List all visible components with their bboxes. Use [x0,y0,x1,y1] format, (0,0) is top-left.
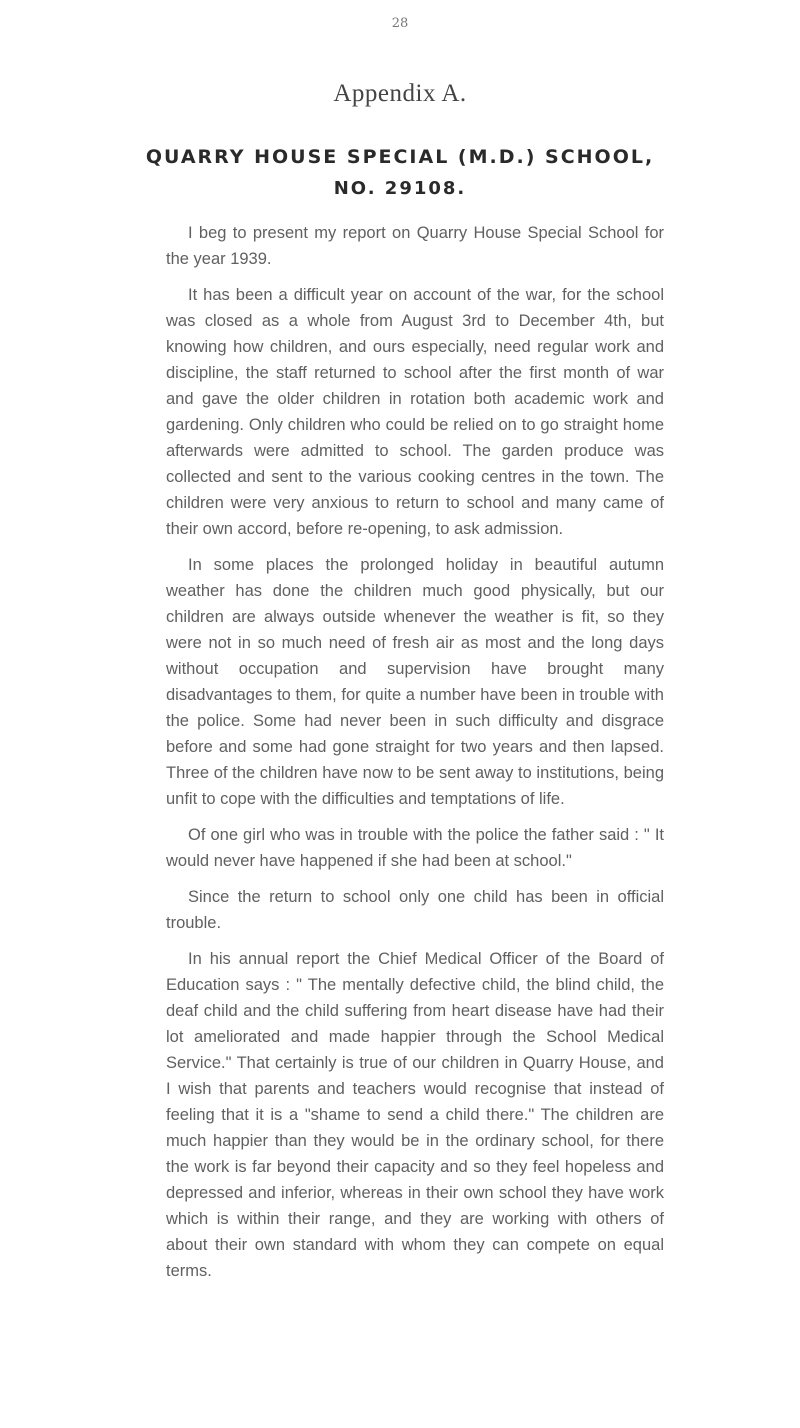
paragraph-medical-officer: In his annual report the Chief Medical Officer of the Board of Education says : " The mentally defective child, the blind child, the deaf child and the child suffering from heart disease have had their lot ameliorated and made happier through the School Medical Service." That certainly is true of our children in Quarry House, and I wish that parents and teachers would recognise that instead of feeling that it is a "shame to send a child there." The children are much happier than they would be in the ordinary school, for there the work is far beyond their capacity and so they feel hopeless and depressed and inferior, whereas in their own school they have work which is within their range, and they are working with others of about their own standard with whom they can compete on equal terms. [166,950,664,1280]
page-number: 28 [391,16,409,31]
school-number-heading: NO. 29108. [333,178,467,199]
report-body [166,220,664,1294]
paragraph-holiday-effects: In some places the prolonged holiday in beautiful autumn weather has done the children much good physically, but our children are always outside whenever the weather is fit, so they were not in so much need of fresh air as most and the long days without occupation and supervision have brought many disadvantages to them, for quite a number have been in trouble with the police. Some had never been in such difficulty and disgrace before and some had gone straight for two years and then lapsed. Three of the children have now to be sent away to institutions, being unfit to cope with the difficulties and temptations of life. [166,556,664,808]
paragraph-intro: I beg to present my report on Quarry House Special School for the year 1939. [166,224,664,268]
paragraph-since-return: Since the return to school only one child has been in official trouble. [166,888,664,932]
appendix-title: Appendix A. [333,80,467,107]
school-name-heading: QUARRY HOUSE SPECIAL (M.D.) SCHOOL, [145,146,655,168]
paragraph-father-quote: Of one girl who was in trouble with the police the father said : " It would never have happened if she had been at school." [166,826,664,870]
paragraph-war-closure: It has been a difficult year on account of the war, for the school was closed as a whole from August 3rd to December 4th, but knowing how children, and ours especially, need regular work and discipline, the staff returned to school after the first month of war and gave the older children in rotation both academic work and gardening. Only children who could be relied on to go straight home afterwards were admitted to school. The garden produce was collected and sent to the various cooking centres in the town. The children were very anxious to return to school and many came of their own accord, before re-opening, to ask admission. [166,286,664,538]
